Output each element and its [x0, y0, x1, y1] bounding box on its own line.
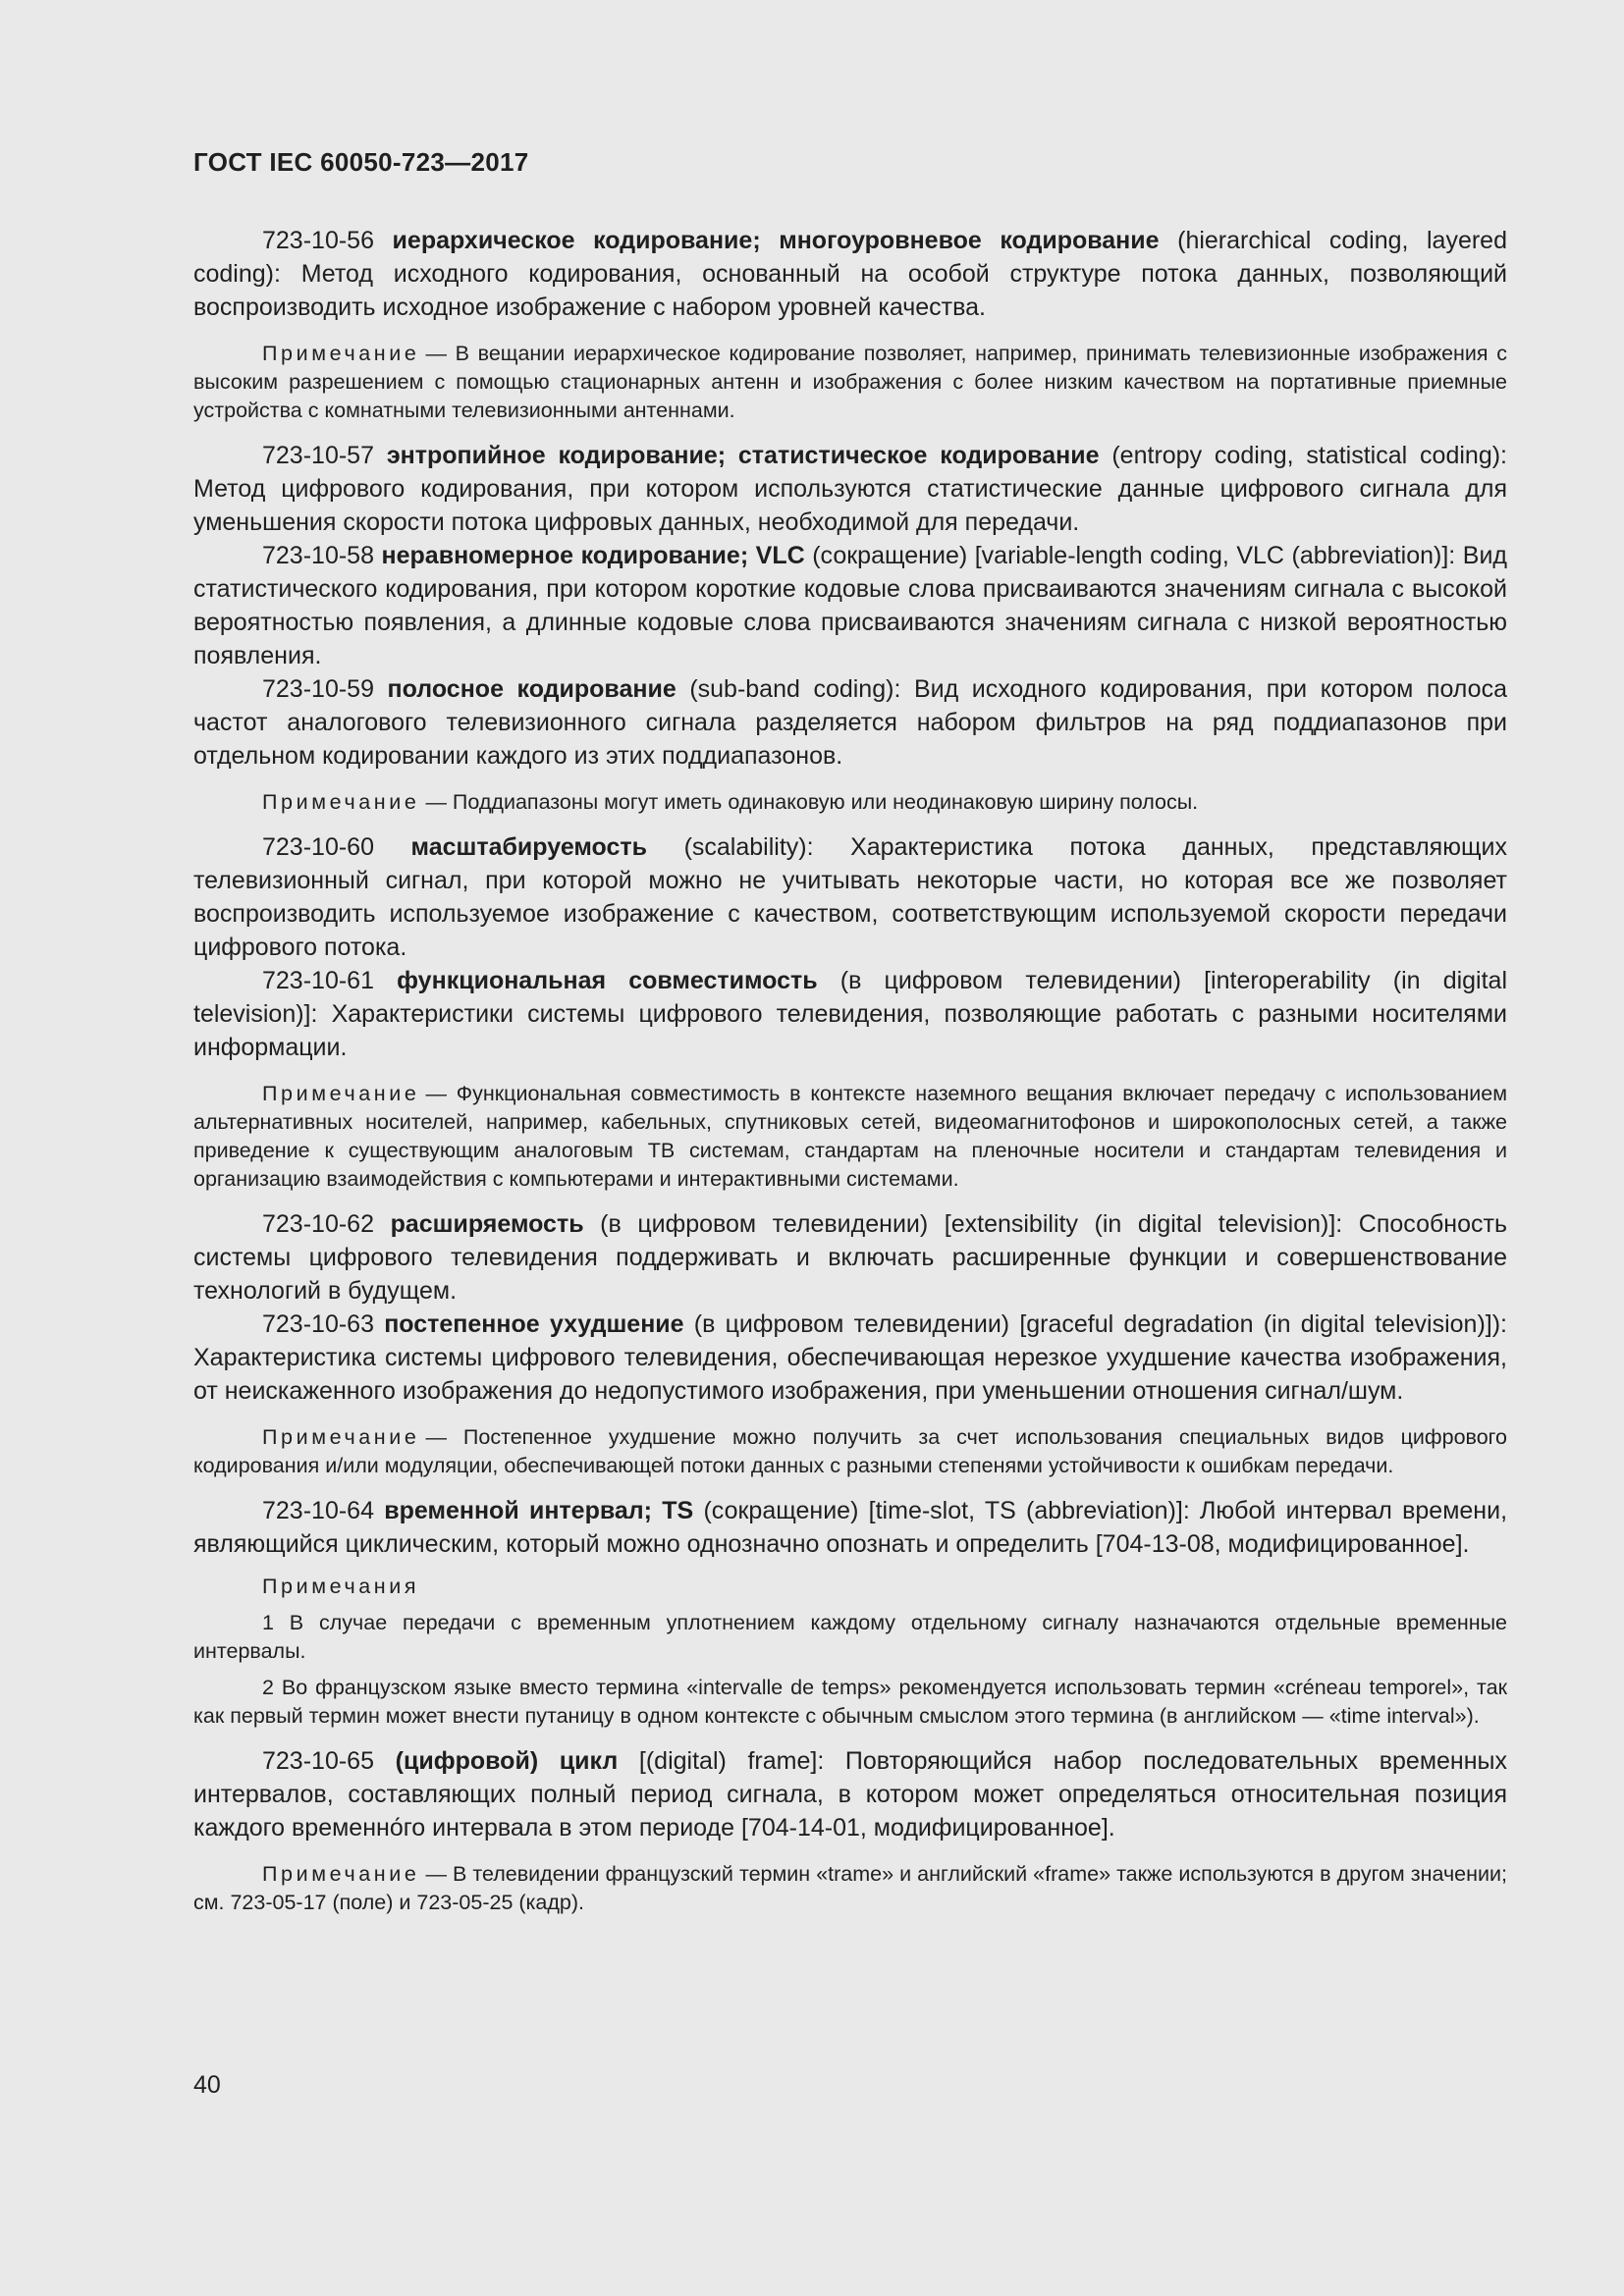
entry-723-10-62 — [193, 1207, 1507, 1308]
entry-term: неравномерное кодирование; VLC — [381, 542, 805, 569]
entry-723-10-59 — [193, 672, 1507, 773]
entry-number: 723-10-65 — [262, 1747, 374, 1775]
entry-term: иерархическое кодирование; многоуровневое кодирование — [392, 227, 1160, 254]
entry-definition: (scalability): Характеристика потока данных, представляющих телевизионный сигнал, при которой можно не учитывать некоторые части, но которая все же позволяет воспроизводить используемое изображение с качеством, соответствующим используемой скорости передачи цифрового потока. — [193, 833, 1507, 961]
entry-number: 723-10-63 — [262, 1310, 374, 1338]
page-number: 40 — [193, 2071, 221, 2099]
note-723-10-64-item-2: 2 Во французском языке вместо термина «intervalle de temps» рекомендуется использовать термин «créneau temporel», так как первый термин может внести путаницу в одном контексте с обычным смыслом этого термина (в английском — «time interval»). — [193, 1676, 1507, 1728]
note-text: — Постепенное ухудшение можно получить за счет использования специальных видов цифрового кодирования и/или модуляции, обеспечивающей потоки данных с разными степенями устойчивости к ошибкам передачи. — [193, 1425, 1507, 1477]
note-label: Примечание — [262, 790, 420, 814]
note-723-10-65 — [193, 1860, 1507, 1917]
entry-number: 723-10-61 — [262, 967, 374, 994]
note-text: — Функциональная совместимость в контексте наземного вещания включает передачу с использованием альтернативных носителей, например, кабельных, спутниковых сетей, видеомагнитофонов и широкополосных сетей, а также приведение к существующим аналоговым ТВ системам, стандартам на пленочные носители и стандартам телевидения и организацию взаимодействия с компьютерами и интерактивными системами. — [193, 1082, 1507, 1191]
entry-term: (цифровой) цикл — [395, 1747, 619, 1775]
entry-723-10-64 — [193, 1494, 1507, 1561]
entry-term: функциональная совместимость — [397, 967, 818, 994]
notes-heading: Примечания — [262, 1575, 420, 1598]
entry-number: 723-10-64 — [262, 1497, 374, 1524]
entry-term: масштабируемость — [410, 833, 648, 861]
note-723-10-61 — [193, 1080, 1507, 1194]
entry-number: 723-10-59 — [262, 675, 374, 703]
entry-723-10-61 — [193, 964, 1507, 1064]
document-header: ГОСТ IEC 60050-723—2017 — [193, 147, 529, 177]
entry-definition: (сокращение) [variable-length coding, VLC (abbreviation)]: Вид статистического кодирования, при котором короткие кодовые слова присваиваются значениям сигнала с высокой вероятностью появления, а длинные кодовые слова присваиваются значениям сигнала с низкой вероятностью появления. — [193, 542, 1508, 669]
entry-term: постепенное ухудшение — [384, 1310, 684, 1338]
note-723-10-64-item-1: 1 В случае передачи с временным уплотнением каждому отдельному сигналу назначаются отдельные временные интервалы. — [193, 1611, 1507, 1663]
entry-723-10-63 — [193, 1308, 1507, 1408]
entry-723-10-57 — [193, 439, 1507, 539]
note-text: — В телевидении французский термин «trame» и английский «frame» также используются в другом значении; см. 723-05-17 (поле) и 723-05-25 (кадр). — [193, 1862, 1507, 1914]
entry-definition: (entropy coding, statistical coding): Метод цифрового кодирования, при котором используются статистические данные цифрового сигнала для уменьшения скорости потока цифровых данных, необходимой для передачи. — [193, 442, 1507, 536]
entry-term: энтропийное кодирование; статистическое кодирование — [386, 442, 1100, 469]
entry-definition: (в цифровом телевидении) [interoperability (in digital television)]: Характеристики системы цифрового телевидения, позволяющие работать с разными носителями информации. — [193, 967, 1508, 1061]
note-723-10-56 — [193, 340, 1507, 425]
note-label: Примечание — [262, 1425, 420, 1449]
entry-definition: (в цифровом телевидении) [extensibility (in digital television)]: Способность системы цифрового телевидения поддерживать и включать расширенные функции и совершенствование технологий в будущем. — [193, 1210, 1507, 1305]
entry-723-10-65 — [193, 1744, 1507, 1844]
entry-number: 723-10-58 — [262, 542, 374, 569]
note-723-10-63 — [193, 1423, 1507, 1480]
note-723-10-59 — [193, 788, 1507, 817]
entry-definition: (sub-band coding): Вид исходного кодирования, при котором полоса частот аналогового телевизионного сигнала разделяется набором фильтров на ряд поддиапазонов при отдельном кодировании каждого из этих поддиапазонов. — [193, 675, 1507, 770]
note-label: Примечание — [262, 1082, 420, 1105]
entry-number: 723-10-57 — [262, 442, 374, 469]
entry-term: полосное кодирование — [387, 675, 677, 703]
entry-number: 723-10-56 — [262, 227, 374, 254]
note-text: — В вещании иерархическое кодирование позволяет, например, принимать телевизионные изображения с высоким разрешением с помощью стационарных антенн и изображения с более низким качеством на портативные приемные устройства с комнатными телевизионными антеннами. — [193, 342, 1507, 422]
entry-723-10-60 — [193, 830, 1507, 964]
entry-term: расширяемость — [390, 1210, 584, 1238]
document-body — [193, 224, 1507, 1917]
entry-723-10-56 — [193, 224, 1507, 324]
note-label: Примечание — [262, 342, 420, 365]
note-text: — Поддиапазоны могут иметь одинаковую или неодинаковую ширину полосы. — [425, 790, 1199, 814]
entry-definition: (в цифровом телевидении) [graceful degradation (in digital television)]): Характеристика системы цифрового телевидения, обеспечивающая нерезкое ухудшение качества изображения, от неискаженного изображения до недопустимого изображения, при уменьшении отношения сигнал/шум. — [193, 1310, 1507, 1405]
entry-723-10-58 — [193, 539, 1507, 672]
entry-definition: (hierarchical coding, layered coding): Метод исходного кодирования, основанный на особой структуре потока данных, позволяющий воспроизводить исходное изображение с набором уровней качества. — [193, 227, 1507, 321]
entry-number: 723-10-60 — [262, 833, 374, 861]
note-label: Примечание — [262, 1862, 420, 1886]
entry-term: временной интервал; TS — [384, 1497, 694, 1524]
entry-definition: (сокращение) [time-slot, TS (abbreviation)]: Любой интервал времени, являющийся циклическим, который можно однозначно опознать и определить [704-13-08, модифицированное]. — [193, 1497, 1508, 1558]
entry-number: 723-10-62 — [262, 1210, 374, 1238]
entry-definition: [(digital) frame]: Повторяющийся набор последовательных временных интервалов, составляющих полный период сигнала, в котором может определяться относительная позиция каждого временно́го интервала в этом периоде [704-14-01, модифицированное]. — [193, 1747, 1507, 1842]
